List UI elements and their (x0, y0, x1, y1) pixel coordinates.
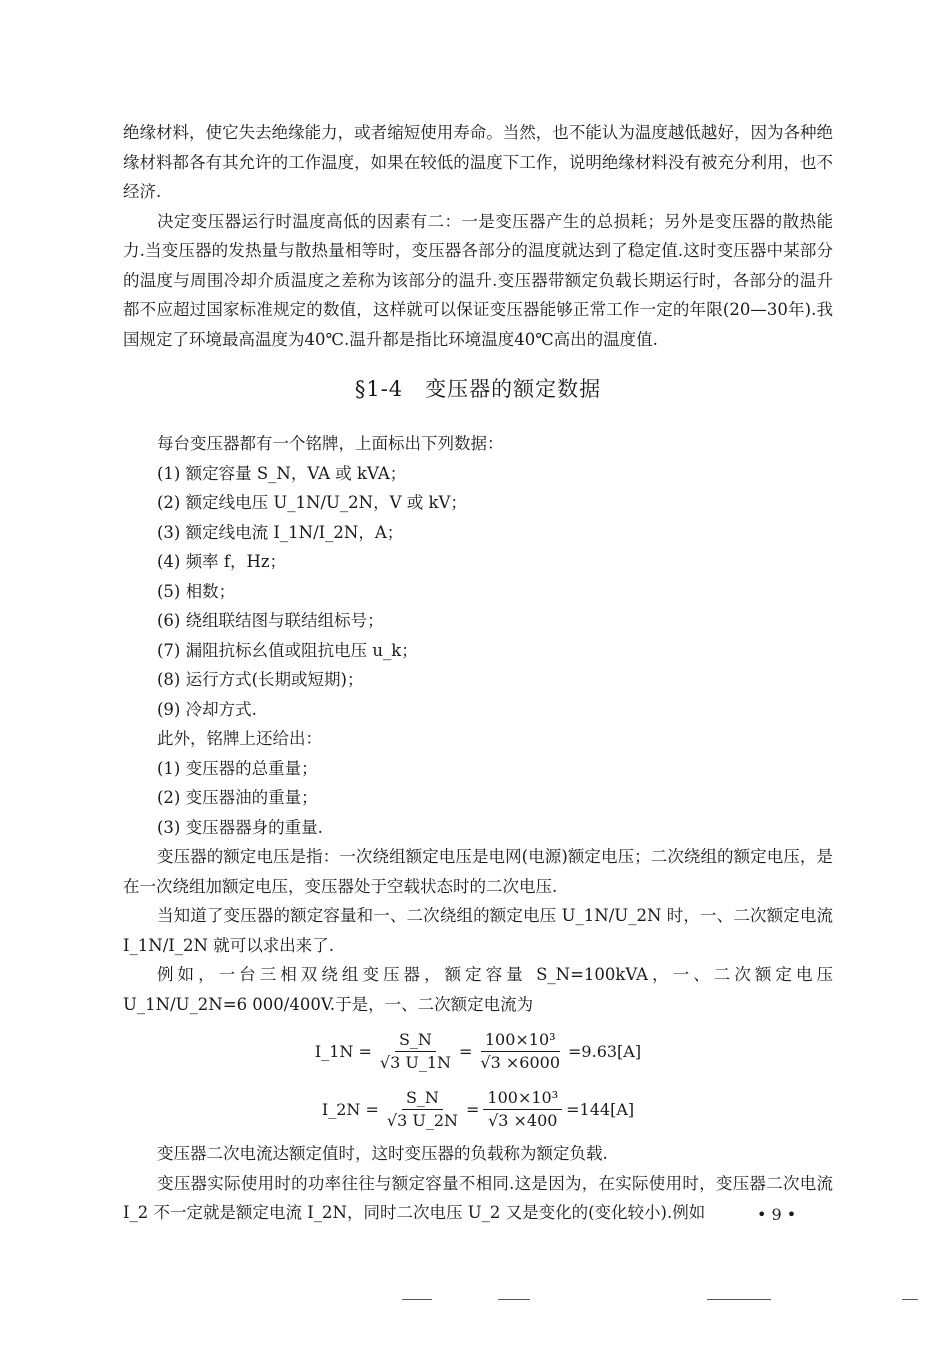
fraction-numerator: S_N (395, 1030, 436, 1052)
nameplate-intro: 每台变压器都有一个铭牌，上面标出下列数据： (157, 434, 504, 453)
list-item: (8) 运行方式(长期或短期)； (157, 670, 364, 689)
list-item: (1) 变压器的总重量； (157, 758, 318, 778)
formula-lhs: I_1N = (314, 1041, 372, 1061)
scan-artifact (902, 1299, 918, 1300)
formula-i2n (123, 1083, 833, 1135)
fraction-numerator: S_N (402, 1088, 443, 1110)
fraction (483, 1088, 562, 1131)
fraction-numerator: 100×10³ (483, 1088, 562, 1110)
formula-i1n (123, 1025, 833, 1077)
fraction-denominator: √3 ×6000 (480, 1052, 561, 1072)
paragraph-example: 例如，一台三相双绕组变压器，额定容量 S_N=100kVA，一、二次额定电压 U_1N/U_2N=6 000/400V.于是，一、二次额定电流为 (123, 965, 833, 1014)
fraction-numerator: 100×10³ (481, 1030, 560, 1052)
paragraph-2: 决定变压器运行时温度高低的因素有二：一是变压器产生的总损耗；另外是变压器的散热能力.当变压器的发热量与散热量相等时，变压器各部分的温度就达到了稳定值.这时变压器中某部分的温度与周围冷却介质温度之差称为该部分的温升.变压器带额定负载长期运行时，各部分的温升都不应超过国家标准规定的数值，这样就可以保证变压器能够正常工作一定的年限(20—30年).我国规定了环境最高温度为40℃.温升都是指比环境温度40℃高出的温度值. (123, 211, 833, 349)
scan-artifact (707, 1299, 771, 1300)
list-item: (2) 变压器油的重量； (157, 788, 318, 807)
list-item: (3) 额定线电流 I_1N/I_2N，A； (157, 522, 404, 542)
fraction-denominator: √3 ×400 (488, 1110, 558, 1130)
equals-sign: = (466, 1099, 480, 1119)
fraction (383, 1088, 462, 1131)
paragraph-rated-voltage: 变压器的额定电压是指：一次绕组额定电压是电网(电源)额定电压；二次绕组的额定电压，是在一次绕组加额定电压，变压器处于空载状态时的二次电压. (123, 847, 833, 896)
list-item: (7) 漏阻抗标幺值或阻抗电压 u_k； (157, 640, 418, 660)
scan-artifact (402, 1299, 432, 1300)
extra-intro: 此外，铭牌上还给出： (157, 729, 322, 748)
list-item: (9) 冷却方式. (157, 699, 257, 719)
fraction-denominator: √3 U_2N (386, 1110, 458, 1130)
paragraph-rated-load: 变压器二次电流达额定值时，这时变压器的负载称为额定负载. (157, 1144, 608, 1163)
list-item: (2) 额定线电压 U_1N/U_2N，V 或 kV； (157, 493, 467, 512)
fraction (476, 1030, 564, 1073)
formula-result: =144[A] (566, 1099, 635, 1119)
list-item: (1) 额定容量 S_N，VA 或 kVA； (157, 463, 407, 483)
paragraph-actual-use: 变压器实际使用时的功率往往与额定容量不相同.这是因为，在实际使用时，变压器二次电流 I_2 不一定就是额定电流 I_2N，同时二次电压 U_2 又是变化的(变化较小).例如 (123, 1173, 833, 1222)
list-item: (3) 变压器器身的重量. (157, 817, 323, 837)
formula-result: =9.63[A] (568, 1041, 642, 1061)
equals-sign: = (459, 1041, 473, 1061)
list-item: (6) 绕组联结图与联结组标号； (157, 611, 384, 630)
formula-lhs: I_2N = (321, 1099, 379, 1119)
section-title: §1-4 变压器的额定数据 (354, 377, 602, 401)
list-item: (5) 相数； (157, 581, 236, 601)
paragraph-rated-current: 当知道了变压器的额定容量和一、二次绕组的额定电压 U_1N/U_2N 时，一、二次额定电流 I_1N/I_2N 就可以求出来了. (123, 906, 833, 955)
fraction (376, 1030, 455, 1073)
list-item: (4) 频率 f，Hz； (157, 552, 287, 571)
paragraph-1: 绝缘材料，使它失去绝缘能力，或者缩短使用寿命。当然，也不能认为温度越低越好，因为各种绝缘材料都各有其允许的工作温度，如果在较低的温度下工作，说明绝缘材料没有被充分利用，也不经济. (123, 123, 833, 201)
page-body (123, 118, 833, 1228)
page-number: • 9 • (757, 1205, 797, 1224)
scan-artifact (498, 1299, 530, 1300)
fraction-denominator: √3 U_1N (379, 1052, 452, 1072)
